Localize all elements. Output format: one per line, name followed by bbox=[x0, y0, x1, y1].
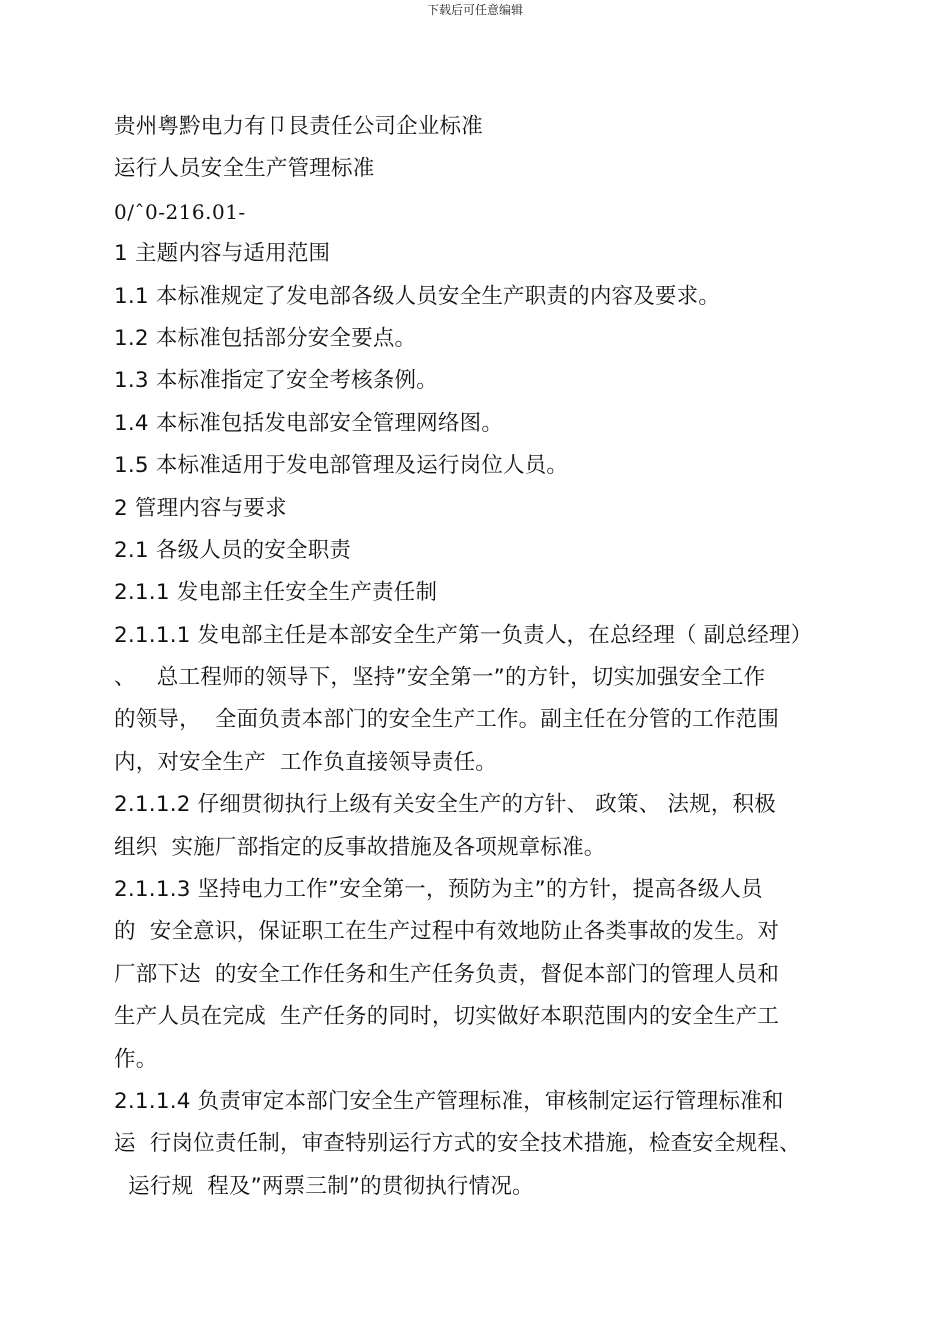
paragraph-line: 内，对安全生产 工作负直接领导责任。 bbox=[114, 749, 497, 775]
section-heading: 1 主题内容与适用范围 bbox=[114, 241, 331, 267]
paragraph-line: 2.1.1.2 仔细贯彻执行上级有关安全生产的方针、 政策、 法规，积极 bbox=[114, 792, 776, 818]
paragraph-line: 2.1.1.4 负责审定本部门安全生产管理标准，审核制定运行管理标准和 bbox=[114, 1088, 784, 1114]
clause-line: 1.5 本标准适用于发电部管理及运行岗位人员。 bbox=[114, 453, 569, 479]
paragraph-line: 的 安全意识，保证职工在生产过程中有效地防止各类事故的发生。对 bbox=[114, 919, 780, 945]
paragraph-line: 的领导， 全面负责本部门的安全生产工作。副主任在分管的工作范围 bbox=[114, 707, 780, 733]
clause-line: 1.3 本标准指定了安全考核条例。 bbox=[114, 368, 438, 394]
standard-code: 0/ˆ0-216.01- bbox=[114, 199, 246, 224]
clause-line: 1.4 本标准包括发电部安全管理网络图。 bbox=[114, 410, 504, 436]
document-body bbox=[114, 106, 836, 1208]
clause-line: 1.1 本标准规定了发电部各级人员安全生产职责的内容及要求。 bbox=[114, 283, 721, 309]
section-heading: 2 管理内容与要求 bbox=[114, 495, 287, 521]
subsection-heading: 2.1.1 发电部主任安全生产责任制 bbox=[114, 580, 438, 606]
standard-name: 运行人员安全生产管理标准 bbox=[114, 156, 375, 182]
paragraph-line: 2.1.1.1 发电部主任是本部安全生产第一负责人，在总经理（ 副总经理） bbox=[114, 622, 813, 648]
paragraph-line: 、 总工程师的领导下，坚持”安全第一”的方针，切实加强安全工作 bbox=[114, 665, 766, 691]
page-header: 下载后可任意编辑 bbox=[426, 3, 523, 17]
subsection-heading: 2.1 各级人员的安全职责 bbox=[114, 537, 352, 563]
paragraph-line: 厂部下达 的安全工作任务和生产任务负责，督促本部门的管理人员和 bbox=[114, 961, 780, 987]
paragraph-line: 作。 bbox=[114, 1046, 158, 1072]
paragraph-line: 运行规 程及”两票三制”的贯彻执行情况。 bbox=[114, 1173, 534, 1199]
company-standard-title: 贵州粤黔电力有卩艮责任公司企业标准 bbox=[114, 114, 483, 139]
paragraph-line: 生产人员在完成 生产任务的同时，切实做好本职范围内的安全生产工 bbox=[114, 1004, 780, 1030]
paragraph-line: 运 行岗位责任制，审查特别运行方式的安全技术措施，检查安全规程、 bbox=[114, 1131, 801, 1157]
paragraph-line: 2.1.1.3 坚持电力工作”安全第一，预防为主”的方针，提高各级人员 bbox=[114, 877, 763, 903]
paragraph-line: 组织 实施厂部指定的反事故措施及各项规章标准。 bbox=[114, 834, 606, 860]
clause-line: 1.2 本标准包括部分安全要点。 bbox=[114, 325, 417, 351]
